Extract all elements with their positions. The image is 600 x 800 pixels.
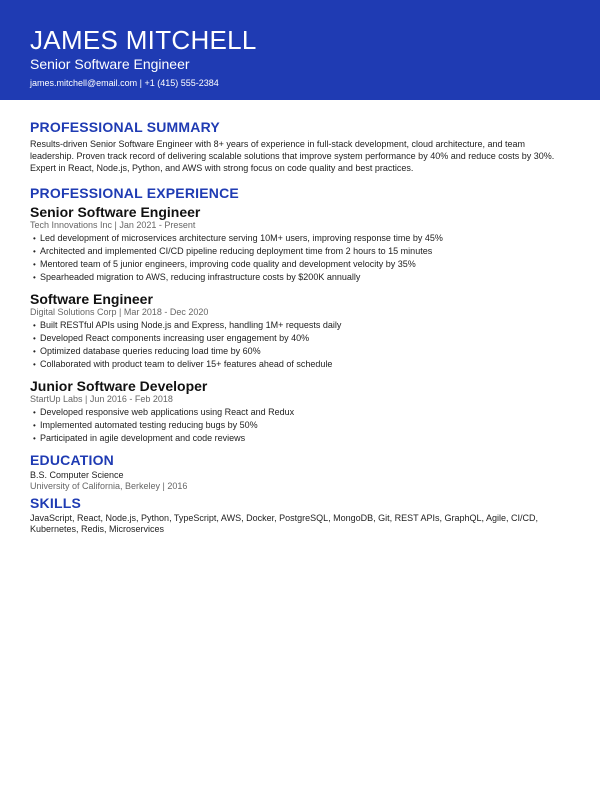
summary-section [30,119,570,174]
job-title: Software Engineer [30,291,153,307]
job-bullets [30,232,570,284]
candidate-name: JAMES MITCHELL [30,25,257,55]
job-entry [30,204,570,284]
education-title: EDUCATION [30,452,114,468]
candidate-role: Senior Software Engineer [30,56,190,72]
contact-info: james.mitchell@email.com | +1 (415) 555-2384 [30,78,219,88]
experience-title: PROFESSIONAL EXPERIENCE [30,185,239,201]
job-meta: Digital Solutions Corp | Mar 2018 - Dec 2020 [30,307,209,317]
education-degree: B.S. Computer Science [30,470,124,480]
job-bullet: • Collaborated with product team to deliver 15+ features ahead of schedule [30,358,570,371]
summary-text: Results-driven Senior Software Engineer with 8+ years of experience in full-stack development, cloud architecture, and team leadership. Proven track record of delivering scalable solutions that improve system performance by 40% and reduce costs by 30%. Expert in React, Node.js, Python, and AWS with strong focus on code quality and best practices. [30,139,555,173]
job-meta: StartUp Labs | Jun 2016 - Feb 2018 [30,394,173,404]
job-bullet: • Developed responsive web applications using React and Redux [30,406,570,419]
summary-title: PROFESSIONAL SUMMARY [30,119,220,135]
job-bullet: • Built RESTful APIs using Node.js and Express, handling 1M+ requests daily [30,319,570,332]
job-bullets [30,319,570,371]
job-bullet: • Spearheaded migration to AWS, reducing infrastructure costs by $200K annually [30,271,570,284]
job-bullets [30,406,570,445]
skills-section [30,495,570,535]
job-entry [30,378,570,445]
job-bullet: • Optimized database queries reducing load time by 60% [30,345,570,358]
job-bullet: • Participated in agile development and code reviews [30,432,570,445]
education-section [30,452,570,491]
job-title: Junior Software Developer [30,378,208,394]
experience-section [30,185,570,445]
skills-text: JavaScript, React, Node.js, Python, TypeScript, AWS, Docker, PostgreSQL, MongoDB, Git, REST APIs, GraphQL, Agile, CI/CD, Kubernetes, Redis, Microservices [30,513,539,534]
resume-header [0,0,600,100]
skills-title: SKILLS [30,495,81,511]
job-bullet: • Developed React components increasing user engagement by 40% [30,332,570,345]
job-bullet: • Mentored team of 5 junior engineers, improving code quality and development velocity by 35% [30,258,570,271]
job-title: Senior Software Engineer [30,204,201,220]
job-bullet: • Implemented automated testing reducing bugs by 50% [30,419,570,432]
education-meta: University of California, Berkeley | 2016 [30,481,188,491]
job-meta: Tech Innovations Inc | Jan 2021 - Present [30,220,196,230]
job-bullet: • Architected and implemented CI/CD pipeline reducing deployment time from 2 hours to 15 minutes [30,245,570,258]
job-bullet: • Led development of microservices architecture serving 10M+ users, improving response time by 45% [30,232,570,245]
resume-body [0,100,600,535]
job-entry [30,291,570,371]
